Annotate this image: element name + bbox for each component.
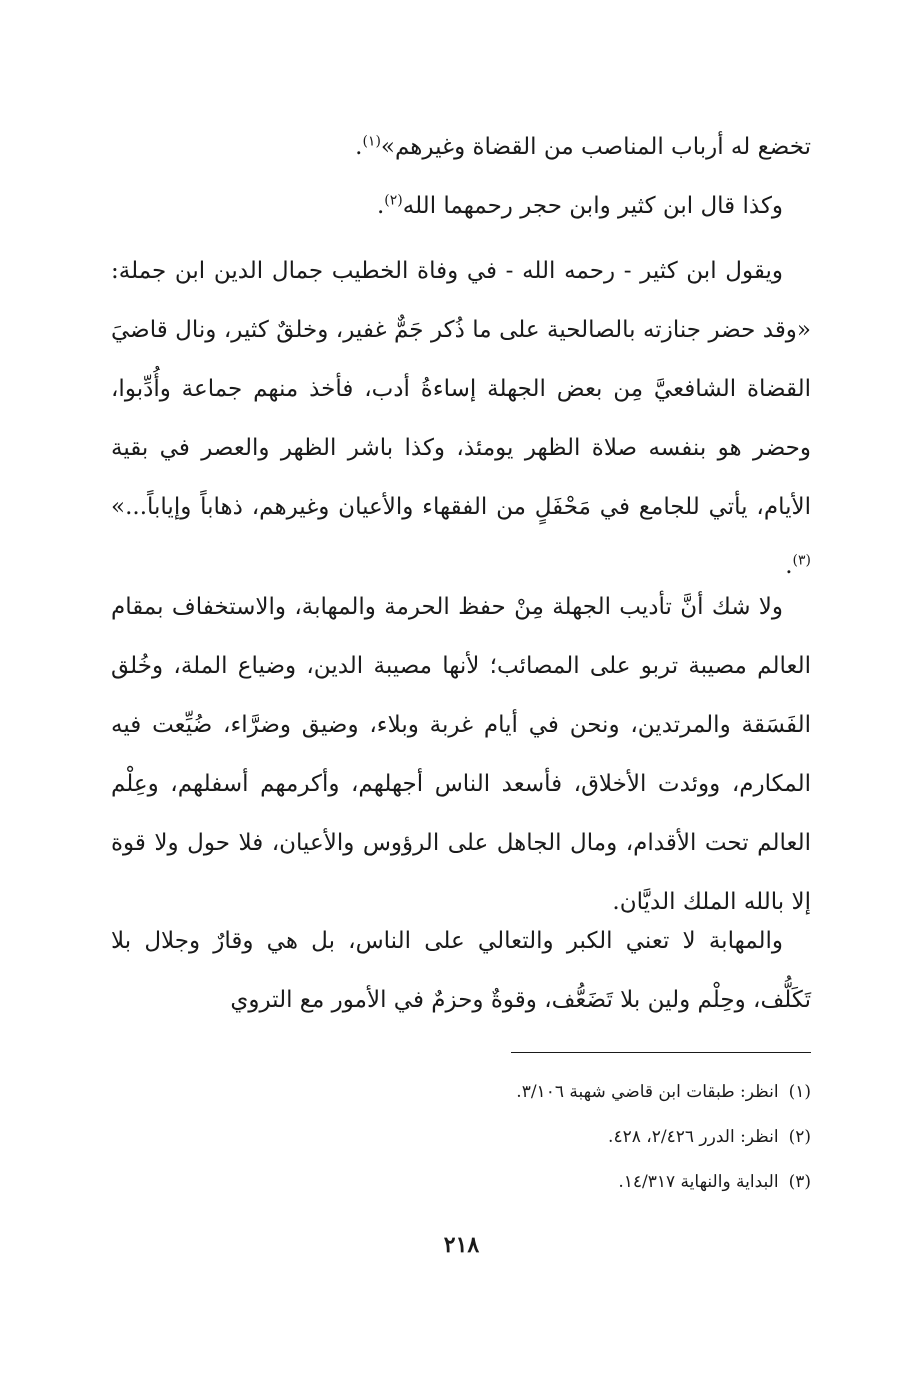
paragraph-4: ولا شك أنَّ تأديب الجهلة مِنْ حفظ الحرمة والمهابة، والاستخفاف بمقام العالم مصيبة تربو على المصائب؛ لأنها مصيبة الدين، وضياع الملة، وخُلق الفَسَقة والمرتدين، ونحن في أيام غربة وبلاء، وضيق وضرَّاء، ضُيِّعت فيه المكارم، ووئدت الأخلاق، فأسعد الناس أجهلهم، وأكرمهم أسفلهم، وعِلْم العالم تحت الأقدام، ومال الجاهل على الرؤوس والأعيان، فلا حول ولا قوة إلا بالله الملك الديَّان. — [111, 594, 811, 915]
commentary-block — [111, 578, 811, 932]
footnote-number: (٣) — [788, 1172, 811, 1192]
footnote-3 — [111, 1160, 811, 1205]
footnote-number: (١) — [788, 1082, 811, 1102]
page-number: ٢١٨ — [443, 1232, 480, 1258]
footnote-ref-3[interactable]: (٣) — [792, 552, 811, 569]
footnote-text: انظر: الدرر ٢/٤٢٦، ٤٢٨. — [608, 1127, 779, 1147]
footnote-ref-2[interactable]: (٢) — [384, 192, 403, 209]
paragraph-3: ويقول ابن كثير - رحمه الله - في وفاة الخطيب جمال الدين ابن جملة: «وقد حضر جنازته بالصالحية على ما ذُكر جَمٌّ غفير، وخلقٌ كثير، ونال قاضيَ القضاة الشافعيَّ مِن بعض الجهلة إساءةُ أدب، فأخذ منهم جماعة وأُدِّبوا، وحضر هو بنفسه صلاة الظهر يومئذ، وكذا باشر الظهر والعصر في بقية الأيام، يأتي للجامع في مَحْفَلٍ من الفقهاء والأعيان وغيرهم، ذهاباً وإياباً...» $^{(٣)}$. — [111, 258, 811, 579]
footnote-number: (٢) — [788, 1127, 811, 1147]
footnote-separator — [511, 1052, 811, 1053]
paragraph-1: تخضع له أرباب المناصب من القضاة وغيرهم»$^{(١)}$. — [355, 133, 811, 160]
paragraph-2: وكذا قال ابن كثير وابن حجر رحمهما الله$^{(٢)}$. — [376, 192, 783, 219]
intro-lines — [111, 118, 811, 236]
footnote-text: انظر: طبقات ابن قاضي شهبة ٣/١٠٦. — [516, 1082, 779, 1102]
paragraph-5: والمهابة لا تعني الكبر والتعالي على الناس، بل هي وقارٌ وجلال بلا تَكَلُّف، وحِلْم ولين بلا تَضَعُّف، وقوةٌ وحزمٌ في الأمور مع التروي — [111, 928, 811, 1013]
footnote-text: البداية والنهاية ١٤/٣١٧. — [618, 1172, 779, 1192]
footnote-2 — [111, 1115, 811, 1160]
quotation-block — [111, 242, 811, 596]
footnotes — [111, 1070, 811, 1205]
footnote-ref-1[interactable]: (١) — [362, 133, 381, 150]
footnote-1 — [111, 1070, 811, 1115]
continuation-block — [111, 912, 811, 1030]
